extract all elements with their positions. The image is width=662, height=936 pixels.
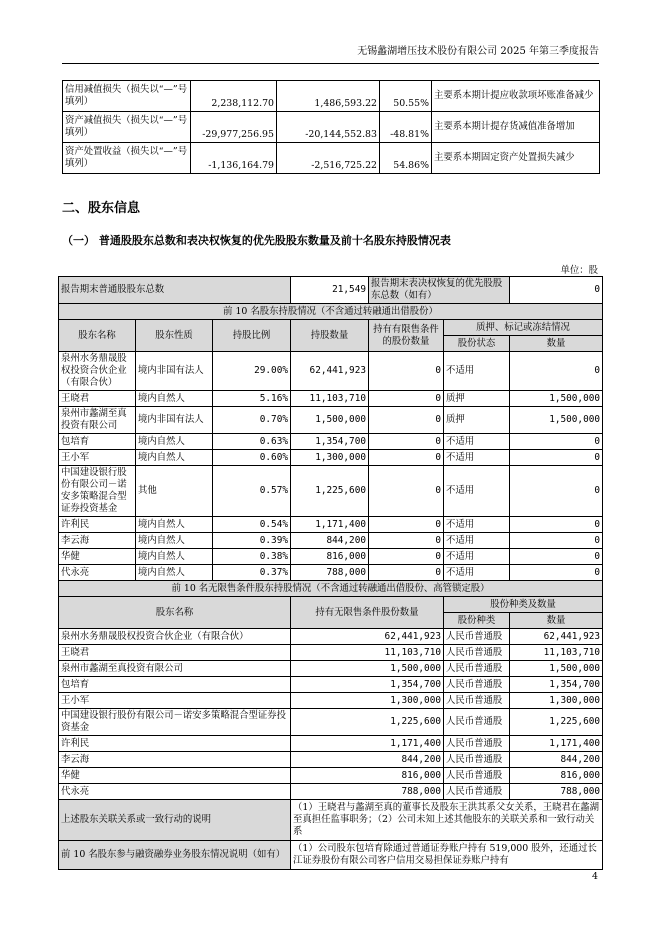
holder-restricted: 0 bbox=[369, 565, 444, 581]
u-holder-count: 1,500,000 bbox=[510, 661, 603, 677]
holder-qty: 1,500,000 bbox=[291, 407, 369, 434]
margin-text: （1）公司股东包培育除通过普通证券账户持有 519,000 股外，还通过长江证券股份有限公司客户信用交易担保证券账户持有 bbox=[291, 841, 603, 870]
th-nature: 股东性质 bbox=[136, 320, 213, 352]
margin-label: 前 10 名股东参与融资融券业务股东情况说明（如有） bbox=[59, 841, 291, 870]
top10-row bbox=[59, 549, 603, 565]
holder-qty: 844,200 bbox=[291, 533, 369, 549]
pref-holders-value: 0 bbox=[510, 277, 603, 304]
u-holder-type: 人民币普通股 bbox=[444, 645, 510, 661]
holder-count: 0 bbox=[510, 549, 603, 565]
th-name: 股东名称 bbox=[59, 320, 136, 352]
page-header bbox=[62, 45, 599, 64]
holder-name: 中国建设银行股份有限公司－诺安多策略混合型证券投资基金 bbox=[59, 466, 136, 517]
u-holder-qty: 1,225,600 bbox=[291, 709, 444, 736]
top10-row bbox=[59, 450, 603, 466]
holder-nature: 境内自然人 bbox=[136, 434, 213, 450]
u-holder-count: 1,300,000 bbox=[510, 693, 603, 709]
holder-nature: 境内自然人 bbox=[136, 533, 213, 549]
holder-status: 质押 bbox=[444, 391, 510, 407]
holder-name: 泉州市蠡湖至真投资有限公司 bbox=[59, 407, 136, 434]
u-holder-type: 人民币普通股 bbox=[444, 709, 510, 736]
holder-qty: 1,300,000 bbox=[291, 450, 369, 466]
u-holder-type: 人民币普通股 bbox=[444, 768, 510, 784]
total-holders-label: 报告期末普通股股东总数 bbox=[59, 277, 291, 304]
holder-nature: 境内自然人 bbox=[136, 517, 213, 533]
u-holder-name: 代永亮 bbox=[59, 784, 291, 800]
holder-status: 不适用 bbox=[444, 466, 510, 517]
loss-row bbox=[63, 81, 600, 112]
unrestricted-row bbox=[59, 709, 603, 736]
holder-name: 李云海 bbox=[59, 533, 136, 549]
th-u-type: 股份种类 bbox=[444, 613, 510, 629]
u-holder-name: 王小军 bbox=[59, 693, 291, 709]
shareholder-table bbox=[58, 276, 603, 870]
loss-item: 信用减值损失（损失以“—”号填列） bbox=[63, 81, 191, 112]
holder-qty: 62,441,923 bbox=[291, 352, 369, 391]
holder-nature: 其他 bbox=[136, 466, 213, 517]
top10-row bbox=[59, 466, 603, 517]
unrestricted-row bbox=[59, 693, 603, 709]
holder-ratio: 0.57% bbox=[213, 466, 291, 517]
u-holder-name: 李云海 bbox=[59, 752, 291, 768]
top10-row bbox=[59, 533, 603, 549]
loss-reason: 主要系本期计提应收款项坏账准备减少 bbox=[432, 81, 600, 112]
unrestricted-row bbox=[59, 645, 603, 661]
holder-nature: 境内自然人 bbox=[136, 391, 213, 407]
holder-status: 不适用 bbox=[444, 517, 510, 533]
holder-qty: 788,000 bbox=[291, 565, 369, 581]
loss-current: 2,238,112.70 bbox=[191, 81, 277, 112]
holder-ratio: 0.37% bbox=[213, 565, 291, 581]
loss-item: 资产减值损失（损失以“—”号填列） bbox=[63, 112, 191, 143]
th-u-name: 股东名称 bbox=[59, 597, 291, 629]
top10-row bbox=[59, 391, 603, 407]
holder-restricted: 0 bbox=[369, 434, 444, 450]
holder-restricted: 0 bbox=[369, 407, 444, 434]
u-holder-qty: 1,500,000 bbox=[291, 661, 444, 677]
unrestricted-row bbox=[59, 677, 603, 693]
holder-ratio: 5.16% bbox=[213, 391, 291, 407]
th-qty: 持股数量 bbox=[291, 320, 369, 352]
th-status: 股份状态 bbox=[444, 336, 510, 352]
unrestricted-row bbox=[59, 629, 603, 645]
holder-status: 不适用 bbox=[444, 565, 510, 581]
loss-row bbox=[63, 112, 600, 143]
u-holder-count: 1,171,400 bbox=[510, 736, 603, 752]
loss-previous: -20,144,552.83 bbox=[277, 112, 380, 143]
top10-title: 前 10 名股东持股情况（不含通过转融通出借股份） bbox=[59, 304, 603, 320]
holder-count: 0 bbox=[510, 466, 603, 517]
relation-label: 上述股东关联关系或一致行动的说明 bbox=[59, 800, 291, 841]
holder-ratio: 0.38% bbox=[213, 549, 291, 565]
unit-label: 单位：股 bbox=[560, 265, 598, 276]
holder-count: 0 bbox=[510, 450, 603, 466]
th-pledge: 质押、标记或冻结情况 bbox=[444, 320, 603, 336]
u-holder-count: 816,000 bbox=[510, 768, 603, 784]
u-holder-name: 泉州水务鼎晟股权投资合伙企业（有限合伙） bbox=[59, 629, 291, 645]
u-holder-name: 王晓君 bbox=[59, 645, 291, 661]
th-u-type-group: 股份种类及数量 bbox=[444, 597, 603, 613]
u-holder-count: 788,000 bbox=[510, 784, 603, 800]
th-u-count: 数量 bbox=[510, 613, 603, 629]
holder-ratio: 0.63% bbox=[213, 434, 291, 450]
loss-item: 资产处置收益（损失以“—”号填列） bbox=[63, 143, 191, 174]
u-holder-name: 华健 bbox=[59, 768, 291, 784]
th-ratio: 持股比例 bbox=[213, 320, 291, 352]
u-holder-type: 人民币普通股 bbox=[444, 752, 510, 768]
unrestricted-row bbox=[59, 736, 603, 752]
holder-ratio: 0.54% bbox=[213, 517, 291, 533]
unrestricted-row bbox=[59, 661, 603, 677]
th-restricted: 持有有限售条件的股份数量 bbox=[369, 320, 444, 352]
loss-change: 54.86% bbox=[380, 143, 432, 174]
unrestricted-row bbox=[59, 752, 603, 768]
holder-count: 1,500,000 bbox=[510, 391, 603, 407]
holder-nature: 境内自然人 bbox=[136, 450, 213, 466]
loss-current: -1,136,164.79 bbox=[191, 143, 277, 174]
u-holder-type: 人民币普通股 bbox=[444, 736, 510, 752]
holder-status: 不适用 bbox=[444, 549, 510, 565]
holder-name: 王晓君 bbox=[59, 391, 136, 407]
total-holders-value: 21,549 bbox=[291, 277, 369, 304]
holder-qty: 1,171,400 bbox=[291, 517, 369, 533]
holder-restricted: 0 bbox=[369, 517, 444, 533]
holder-restricted: 0 bbox=[369, 352, 444, 391]
holder-ratio: 0.60% bbox=[213, 450, 291, 466]
holder-name: 包培育 bbox=[59, 434, 136, 450]
holder-status: 质押 bbox=[444, 407, 510, 434]
holder-name: 华健 bbox=[59, 549, 136, 565]
holder-nature: 境内自然人 bbox=[136, 549, 213, 565]
unrestricted-row bbox=[59, 768, 603, 784]
holder-name: 王小军 bbox=[59, 450, 136, 466]
page-number: 4 bbox=[592, 871, 598, 882]
loss-previous: -2,516,725.22 bbox=[277, 143, 380, 174]
holder-restricted: 0 bbox=[369, 466, 444, 517]
u-holder-count: 62,441,923 bbox=[510, 629, 603, 645]
section-title: 二、股东信息 bbox=[62, 201, 141, 216]
top10-row bbox=[59, 434, 603, 450]
th-count: 数量 bbox=[510, 336, 603, 352]
pref-holders-label: 报告期末表决权恢复的优先股股东总数（如有） bbox=[369, 277, 510, 304]
u-holder-qty: 1,354,700 bbox=[291, 677, 444, 693]
u-holder-type: 人民币普通股 bbox=[444, 677, 510, 693]
u-holder-qty: 788,000 bbox=[291, 784, 444, 800]
u-holder-qty: 816,000 bbox=[291, 768, 444, 784]
holder-qty: 1,354,700 bbox=[291, 434, 369, 450]
section-subtitle: （一） 普通股股东总数和表决权恢复的优先股股东数量及前十名股东持股情况表 bbox=[62, 234, 451, 247]
loss-reason: 主要系本期计提存货减值准备增加 bbox=[432, 112, 600, 143]
loss-change: 50.55% bbox=[380, 81, 432, 112]
holder-status: 不适用 bbox=[444, 352, 510, 391]
u-holder-type: 人民币普通股 bbox=[444, 629, 510, 645]
holder-ratio: 0.70% bbox=[213, 407, 291, 434]
u-holder-qty: 62,441,923 bbox=[291, 629, 444, 645]
loss-previous: 1,486,593.22 bbox=[277, 81, 380, 112]
holder-name: 泉州水务鼎晟股权投资合伙企业（有限合伙） bbox=[59, 352, 136, 391]
loss-reason: 主要系本期固定资产处置损失减少 bbox=[432, 143, 600, 174]
holder-nature: 境内自然人 bbox=[136, 565, 213, 581]
u-holder-count: 1,354,700 bbox=[510, 677, 603, 693]
holder-status: 不适用 bbox=[444, 450, 510, 466]
holder-restricted: 0 bbox=[369, 533, 444, 549]
holder-status: 不适用 bbox=[444, 434, 510, 450]
u-holder-name: 包培育 bbox=[59, 677, 291, 693]
top10-row bbox=[59, 565, 603, 581]
loss-change: -48.81% bbox=[380, 112, 432, 143]
holder-status: 不适用 bbox=[444, 533, 510, 549]
u-holder-name: 许利民 bbox=[59, 736, 291, 752]
holder-count: 0 bbox=[510, 434, 603, 450]
u-holder-name: 中国建设银行股份有限公司－诺安多策略混合型证券投资基金 bbox=[59, 709, 291, 736]
loss-row bbox=[63, 143, 600, 174]
top10-row bbox=[59, 517, 603, 533]
top10-row bbox=[59, 352, 603, 391]
holder-restricted: 0 bbox=[369, 391, 444, 407]
loss-table bbox=[62, 80, 600, 174]
holder-nature: 境内非国有法人 bbox=[136, 352, 213, 391]
holder-ratio: 0.39% bbox=[213, 533, 291, 549]
holder-qty: 816,000 bbox=[291, 549, 369, 565]
holder-restricted: 0 bbox=[369, 450, 444, 466]
th-u-qty: 持有无限售条件股份数量 bbox=[291, 597, 444, 629]
holder-name: 许利民 bbox=[59, 517, 136, 533]
header-title: 无锡蠡湖增压技术股份有限公司 2025 年第三季度报告 bbox=[357, 46, 599, 57]
relation-text: （1）王晓君与蠡湖至真的董事长及股东王洪其系父女关系，王晓君在蠡湖至真担任监事职务；（2）公司未知上述其他股东的关联关系和一致行动关系 bbox=[291, 800, 603, 841]
holder-count: 0 bbox=[510, 565, 603, 581]
u-holder-count: 844,200 bbox=[510, 752, 603, 768]
holder-name: 代永亮 bbox=[59, 565, 136, 581]
holder-count: 0 bbox=[510, 352, 603, 391]
holder-nature: 境内非国有法人 bbox=[136, 407, 213, 434]
unrestricted-row bbox=[59, 784, 603, 800]
unrestricted-title: 前 10 名无限售条件股东持股情况（不含通过转融通出借股份、高管锁定股） bbox=[59, 581, 603, 597]
u-holder-qty: 11,103,710 bbox=[291, 645, 444, 661]
u-holder-type: 人民币普通股 bbox=[444, 661, 510, 677]
holder-restricted: 0 bbox=[369, 549, 444, 565]
holder-qty: 1,225,600 bbox=[291, 466, 369, 517]
holder-count: 0 bbox=[510, 533, 603, 549]
u-holder-count: 11,103,710 bbox=[510, 645, 603, 661]
holder-count: 1,500,000 bbox=[510, 407, 603, 434]
u-holder-name: 泉州市蠡湖至真投资有限公司 bbox=[59, 661, 291, 677]
u-holder-count: 1,225,600 bbox=[510, 709, 603, 736]
holder-count: 0 bbox=[510, 517, 603, 533]
holder-ratio: 29.00% bbox=[213, 352, 291, 391]
holder-qty: 11,103,710 bbox=[291, 391, 369, 407]
u-holder-type: 人民币普通股 bbox=[444, 693, 510, 709]
loss-current: -29,977,256.95 bbox=[191, 112, 277, 143]
u-holder-type: 人民币普通股 bbox=[444, 784, 510, 800]
summary-row bbox=[59, 277, 603, 304]
top10-row bbox=[59, 407, 603, 434]
u-holder-qty: 1,171,400 bbox=[291, 736, 444, 752]
u-holder-qty: 1,300,000 bbox=[291, 693, 444, 709]
u-holder-qty: 844,200 bbox=[291, 752, 444, 768]
